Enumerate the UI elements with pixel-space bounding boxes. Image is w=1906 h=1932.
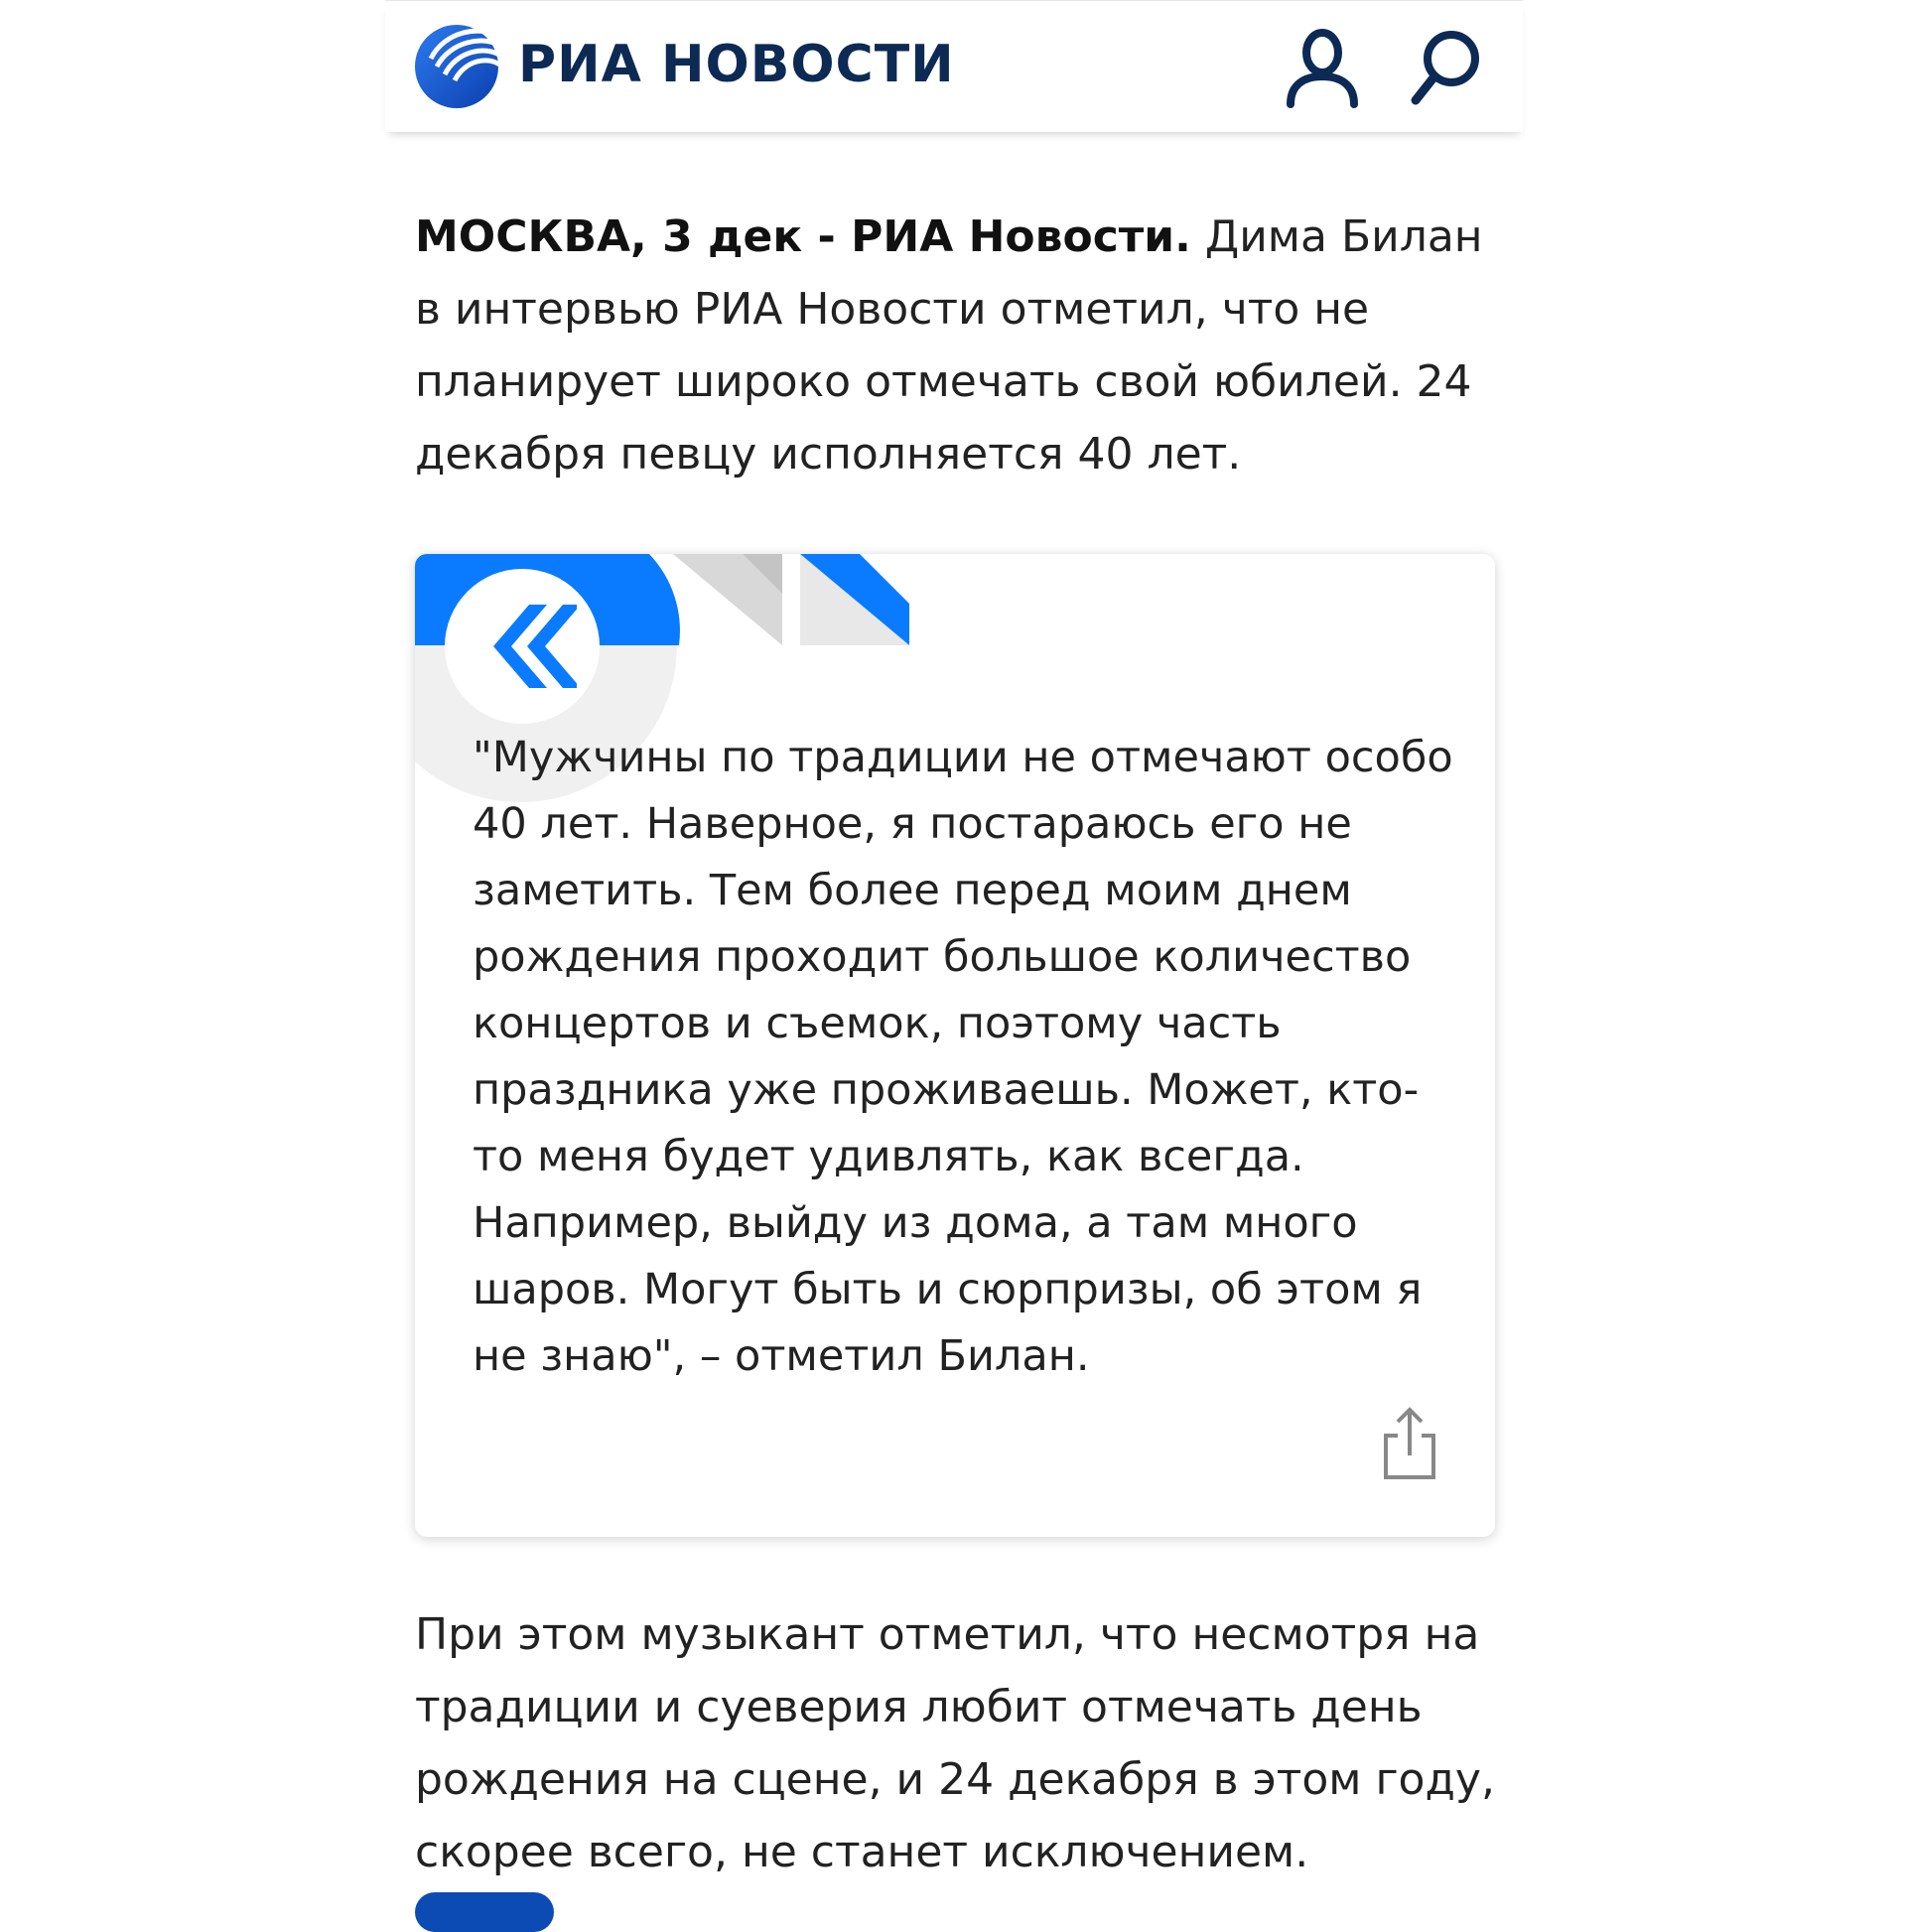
article-lead xyxy=(415,201,1507,490)
logo-text: РИА НОВОСТИ xyxy=(518,35,955,94)
user-icon[interactable] xyxy=(1285,29,1360,108)
quote-badge xyxy=(445,569,600,724)
share-icon[interactable] xyxy=(1380,1406,1439,1481)
ria-globe-logo-icon xyxy=(411,19,502,110)
quote-marks-icon xyxy=(468,597,577,696)
site-logo[interactable] xyxy=(411,19,955,110)
article-page xyxy=(385,0,1523,1906)
dateline: МОСКВА, 3 дек - РИА Новости. xyxy=(415,211,1191,262)
article-paragraph: При этом музыкант отметил, что несмотря на традиции и суеверия любит отмечать день рождения на сцене, и 24 декабря в этом году, скорее всего, не станет исключением. xyxy=(415,1609,1495,1877)
quote-text: "Мужчины по традиции не отмечают особо 40 лет. Наверное, я постараюсь его не заметить. Тем более перед моим днем рождения проходит большое количество концертов и съемок, поэтому часть праздника уже проживаешь. Может, кто-то меня будет удивлять, как всегда. Например, выйду из дома, а там много шаров. Могут быть и сюрпризы, об этом я не знаю", – отметил Билан. xyxy=(473,733,1453,1381)
quote-card xyxy=(415,554,1495,1537)
site-header xyxy=(385,0,1523,132)
search-icon[interactable] xyxy=(1408,29,1483,108)
next-block-button[interactable] xyxy=(415,1892,554,1932)
lead-text: Дима Билан в интервью РИА Новости отметил, что не планирует широко отмечать свой юбилей. 24 декабря певцу исполняется 40 лет. xyxy=(415,211,1483,480)
